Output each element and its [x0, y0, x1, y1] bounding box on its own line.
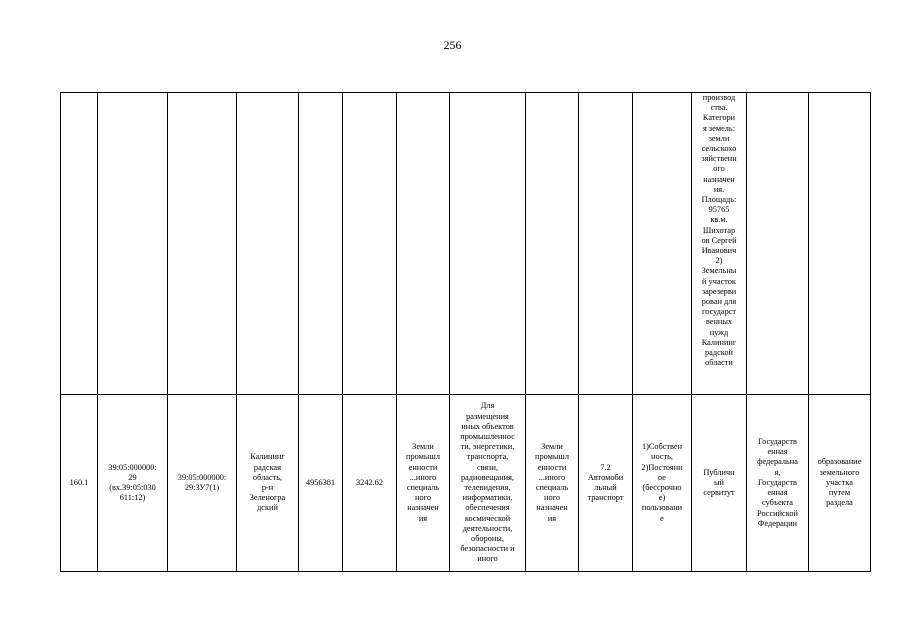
cell-cadastral-value	[299, 395, 343, 572]
owner-type: Государств енная федеральна я, Государств енная субъекта Российской Федерации	[757, 437, 798, 528]
cell-empty	[61, 93, 98, 395]
cell-method	[809, 395, 871, 572]
formation-method: образование земельного участка путем раздела	[817, 457, 862, 508]
cell-empty	[343, 93, 397, 395]
table-row-continuation	[61, 93, 871, 395]
address: Калининг радская область, р-н Зеленогра дский	[249, 452, 286, 513]
cell-encumbrance-continued	[692, 93, 747, 395]
cell-empty	[579, 93, 633, 395]
cell-empty	[237, 93, 299, 395]
permitted-use: Для размещения иных объектов промышленнос ти, энергетики, транспорта, связи, радиовещания, телевидения, информатики, обеспечения космической деятельности, обороны, безопасности и иного	[460, 401, 515, 564]
source-cadastral-number: 39:05:000000: 29 (вх.39:05:030 611:12)	[108, 462, 157, 503]
cell-address	[237, 395, 299, 572]
cell-area	[343, 395, 397, 572]
land-category: Земли промышл енности ...иного специаль ного назначен ия	[406, 442, 440, 523]
cell-empty	[450, 93, 526, 395]
cell-empty	[397, 93, 450, 395]
cell-owner	[747, 395, 809, 572]
cell-source-cadastral	[98, 395, 168, 572]
record-number: 160.1	[69, 477, 89, 487]
table-row-record	[61, 395, 871, 572]
cell-use-new	[579, 395, 633, 572]
cell-record-number	[61, 395, 98, 572]
cell-empty	[633, 93, 692, 395]
permitted-use-new: 7.2 Автомоби льный транспорт	[587, 462, 624, 503]
cell-formed-cadastral	[168, 395, 237, 572]
cell-right-type	[633, 395, 692, 572]
cell-empty	[747, 93, 809, 395]
cell-empty	[168, 93, 237, 395]
formed-cadastral-number: 39:05:000000: 29:ЗУ7(1)	[177, 472, 227, 492]
encumbrance-continued-text: производ ства. Категори я земель: земли сельскохо зяйственн ого назначен ия. Площадь: 95765 кв.м. Шихотар ов Сергей Иванович 2) Земельны й участок зарезерви рован для государст венных нужд Калининг радской области	[701, 93, 737, 368]
page-number: 256	[443, 38, 462, 52]
cell-category-new	[526, 395, 579, 572]
area: 3242.62	[356, 477, 383, 487]
cell-permitted-use	[450, 395, 526, 572]
cell-empty	[809, 93, 871, 395]
servitude: Публичн ый сервитут	[703, 467, 735, 498]
cell-servitude	[692, 395, 747, 572]
right-type: 1)Собствен ность, 2)Постоянн ое (бессрочно е) пользовани е	[641, 442, 683, 523]
cell-empty	[299, 93, 343, 395]
cell-category	[397, 395, 450, 572]
cell-empty	[98, 93, 168, 395]
cadastral-value: 4956381	[305, 477, 336, 487]
cell-empty	[526, 93, 579, 395]
land-plots-table	[60, 92, 871, 572]
land-category-new: Земли промышл енности ...иного специаль ного назначен ия	[535, 442, 569, 523]
